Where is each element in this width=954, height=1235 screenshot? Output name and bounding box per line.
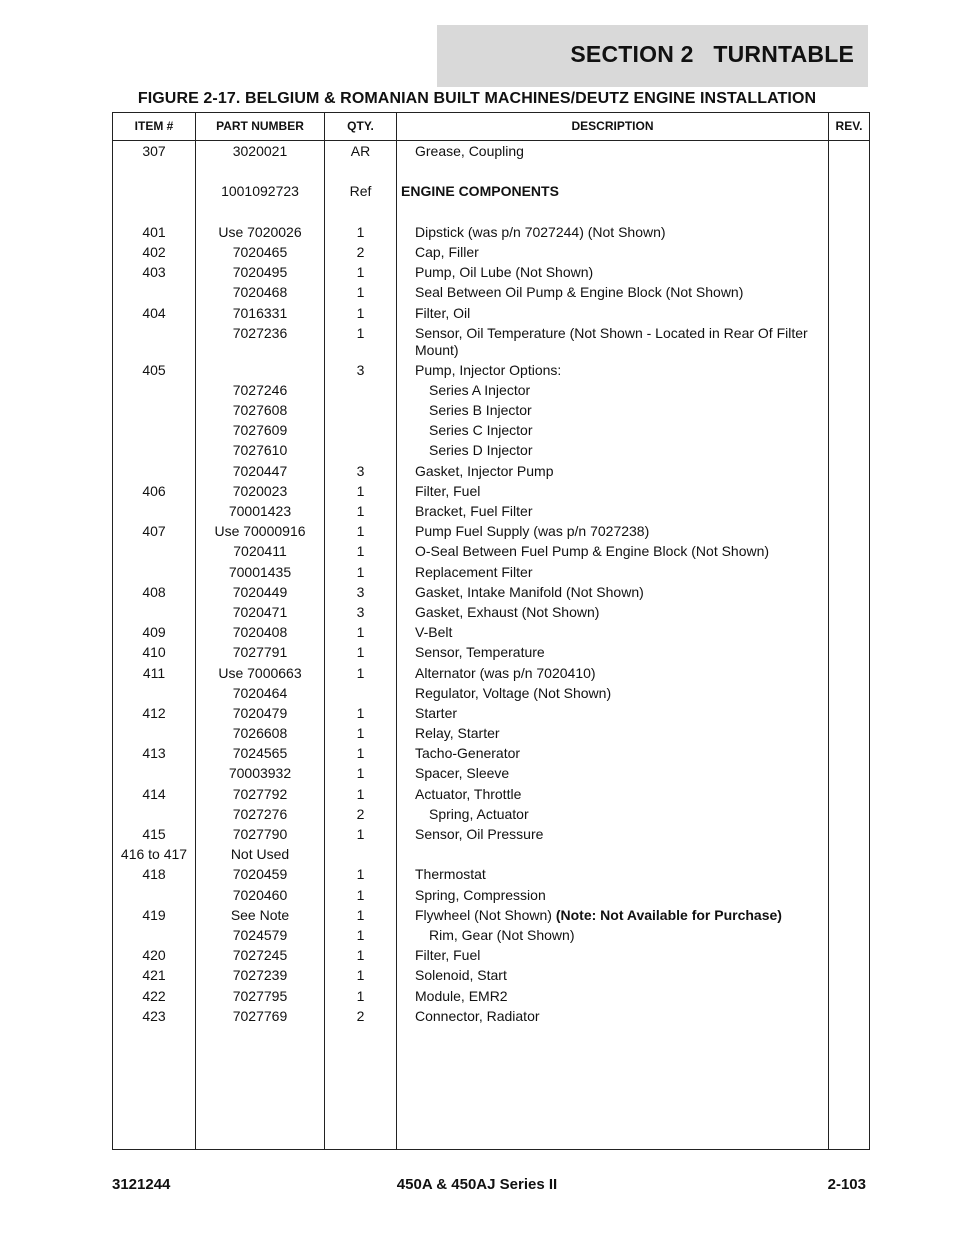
table-row [113,400,869,420]
description: V-Belt [415,624,453,641]
part-number: 7027610 [232,442,288,459]
part-number: 7027769 [232,1007,288,1024]
header-part-number: PART NUMBER [216,119,304,133]
item-number: 419 [142,906,166,923]
table-row [113,440,869,460]
part-number: 7027246 [232,381,288,398]
part-number: 7020460 [232,886,288,903]
item-number: 405 [142,361,166,378]
part-number: 7027609 [232,422,288,439]
section-title: SECTION 2 TURNTABLE [570,41,854,67]
description: Series B Injector [429,402,532,419]
item-number: 412 [142,704,166,721]
item-number: 422 [142,987,166,1004]
part-number: 70001435 [228,563,292,580]
part-number: 7027795 [232,987,288,1004]
item-number: 411 [142,664,166,681]
part-number: 70001423 [228,503,292,519]
parts-table [112,112,870,1150]
description: Series A Injector [429,381,531,398]
quantity: 2 [356,243,365,260]
part-number: 7026608 [232,725,288,742]
description: Starter [415,704,458,721]
footer-model: 450A & 450AJ Series II [396,1176,558,1193]
description-with-note [415,907,825,924]
description: Relay, Starter [415,725,500,742]
quantity: 1 [356,987,365,1004]
table-row [113,864,869,884]
table-row [113,602,869,622]
table-row [113,622,869,642]
quantity: 1 [356,563,365,580]
quantity: 3 [356,462,365,479]
table-row [113,481,869,501]
quantity: 1 [356,264,365,281]
part-number: 7020411 [233,543,287,560]
description: Cap, Filler [415,243,479,260]
item-number: 414 [142,785,166,802]
table-row [113,501,869,521]
table-header [113,113,869,141]
quantity: 1 [356,704,365,721]
quantity: 1 [356,664,365,681]
part-number: 7027608 [232,402,288,419]
item-number: 307 [142,143,166,159]
footer-page-number: 2-103 [827,1176,866,1193]
quantity: 1 [356,725,365,742]
part-number: Use 70000916 [214,523,306,540]
quantity: 1 [356,866,365,883]
table-row [113,161,869,181]
description: Connector, Radiator [415,1007,540,1024]
item-number: 421 [142,967,166,984]
quantity: 1 [356,967,365,984]
item-number: 404 [142,304,166,321]
item-number: 403 [142,264,166,281]
description: Solenoid, Start [415,967,507,984]
part-number: Use 7000663 [218,664,302,681]
quantity: 1 [356,223,365,240]
table-row [113,743,869,763]
table-row [113,323,869,360]
quantity: 1 [356,644,365,661]
part-number: 7020479 [232,704,288,721]
item-number: 413 [142,745,166,762]
part-number: 7016331 [232,304,288,321]
quantity: 1 [356,523,365,540]
description: Spring, Actuator [429,805,529,822]
table-row [113,885,869,905]
description: Replacement Filter [415,563,533,580]
description: Pump Fuel Supply (was p/n 7027238) [415,523,650,540]
quantity: 1 [356,543,365,560]
part-number: 7020471 [232,603,288,620]
item-number: 410 [142,644,166,661]
description: Thermostat [415,866,486,883]
header-rev: REV. [835,119,863,133]
table-row [113,242,869,262]
table-row [113,380,869,400]
quantity: Ref [349,183,372,200]
description: Gasket, Exhaust (Not Shown) [415,603,600,620]
part-number: 7027245 [232,947,288,964]
table-row [113,683,869,703]
description: Regulator, Voltage (Not Shown) [415,684,612,701]
table-row [113,642,869,662]
table-row [113,804,869,824]
description: ENGINE COMPONENTS [401,183,559,200]
part-number: 7027790 [232,826,288,842]
quantity: 1 [356,503,365,519]
description: Gasket, Injector Pump [415,462,554,479]
quantity: 1 [356,947,365,964]
item-number: 407 [142,523,166,540]
description: Module, EMR2 [415,987,508,1004]
description: Actuator, Throttle [415,785,522,802]
description: Filter, Fuel [415,482,481,499]
quantity: 3 [356,583,365,600]
description: Sensor, Temperature [415,644,545,661]
table-row [113,562,869,582]
part-number: See Note [230,906,290,923]
part-number: 7020495 [232,264,288,281]
description: Pump, Oil Lube (Not Shown) [415,264,594,281]
description: Series C Injector [429,422,533,439]
section-banner [437,25,868,87]
part-number: 7020464 [232,684,288,701]
table-body [113,141,869,1026]
description: Seal Between Oil Pump & Engine Block (Not Shown) [415,284,744,301]
table-row [113,521,869,541]
part-number: 7024565 [232,745,288,762]
table-row [113,784,869,804]
description: Flywheel (Not Shown) [415,906,556,923]
header-qty: QTY. [347,119,374,133]
description: Alternator (was p/n 7020410) [415,664,596,681]
quantity: 3 [356,361,365,378]
description: Bracket, Fuel Filter [415,503,533,519]
quantity: 1 [356,482,365,499]
part-number: 3020021 [232,143,288,159]
part-number: 7020449 [232,583,288,600]
footer-doc-number: 3121244 [112,1176,171,1193]
table-row [113,582,869,602]
description: Grease, Coupling [415,143,524,159]
table-row [113,663,869,683]
item-number: 406 [142,482,166,499]
part-number: 7020408 [232,624,288,641]
item-number: 420 [142,947,166,964]
table-row [113,1006,869,1026]
description: O-Seal Between Fuel Pump & Engine Block (Not Shown) [415,543,770,560]
table-row [113,303,869,323]
part-number: 7020468 [232,284,288,301]
table-row [113,844,869,864]
part-number: 7020465 [232,243,288,260]
quantity: 1 [356,624,365,641]
table-row [113,965,869,985]
table-row [113,461,869,481]
part-number: Use 7020026 [218,223,302,240]
quantity: 1 [356,906,365,923]
part-number: 7020023 [232,482,288,499]
table-row [113,202,869,222]
description: Filter, Fuel [415,947,481,964]
quantity: 1 [356,826,365,842]
quantity: AR [350,143,371,159]
table-row [113,420,869,440]
quantity: 2 [356,1007,365,1024]
table-row [113,360,869,380]
table-row [113,181,869,201]
description: Spring, Compression [415,886,546,903]
quantity: 1 [356,785,365,802]
quantity: 1 [356,886,365,903]
table-row [113,222,869,242]
table-row [113,986,869,1006]
table-row [113,763,869,783]
description: Pump, Injector Options: [415,361,562,378]
table-row [113,824,869,844]
item-number: 418 [142,866,166,883]
part-number: 7027791 [232,644,288,661]
part-number: Not Used [230,846,290,863]
description: Sensor, Oil Temperature (Not Shown - Located in Rear Of Filter Mount) [415,324,808,358]
table-row [113,262,869,282]
header-description: DESCRIPTION [571,119,654,133]
description: Rim, Gear (Not Shown) [429,926,575,943]
purchase-note: (Note: Not Available for Purchase) [555,906,782,923]
part-number: 7027239 [232,967,288,984]
part-number: 1001092723 [221,183,299,200]
table-row [113,905,869,925]
description: Filter, Oil [415,304,471,321]
quantity: 1 [356,304,365,321]
description: Sensor, Oil Pressure [415,826,544,842]
header-item: ITEM # [134,119,174,133]
part-number: 7024579 [232,926,288,943]
description: Dipstick (was p/n 7027244) (Not Shown) [415,223,666,240]
item-number: 416 to 417 [120,846,188,863]
part-number: 7027792 [232,785,288,802]
quantity: 3 [356,603,365,620]
table-row [113,541,869,561]
table-row [113,945,869,965]
quantity: 1 [356,765,365,782]
description: Series D Injector [429,442,533,459]
quantity: 1 [356,745,365,762]
part-number: 70003932 [228,765,292,782]
item-number: 409 [142,624,166,641]
table-row [113,925,869,945]
description: Tacho-Generator [415,745,521,762]
quantity: 1 [356,284,365,301]
table-row [113,703,869,723]
figure-title: FIGURE 2-17. BELGIUM & ROMANIAN BUILT MACHINES/DEUTZ ENGINE INSTALLATION [137,90,817,107]
quantity: 2 [356,805,365,822]
table-row [113,723,869,743]
part-number: 7020447 [232,462,288,479]
item-number: 402 [142,243,166,260]
quantity: 1 [356,926,365,943]
description: Spacer, Sleeve [415,765,510,782]
description: Gasket, Intake Manifold (Not Shown) [415,583,644,600]
part-number: 7027276 [232,805,288,822]
item-number: 415 [142,826,166,842]
quantity: 1 [356,324,365,341]
item-number: 401 [142,223,166,240]
table-row [113,141,869,161]
table-row [113,282,869,302]
item-number: 408 [142,583,166,600]
part-number: 7027236 [232,324,288,341]
item-number: 423 [142,1007,166,1024]
part-number: 7020459 [232,866,288,883]
